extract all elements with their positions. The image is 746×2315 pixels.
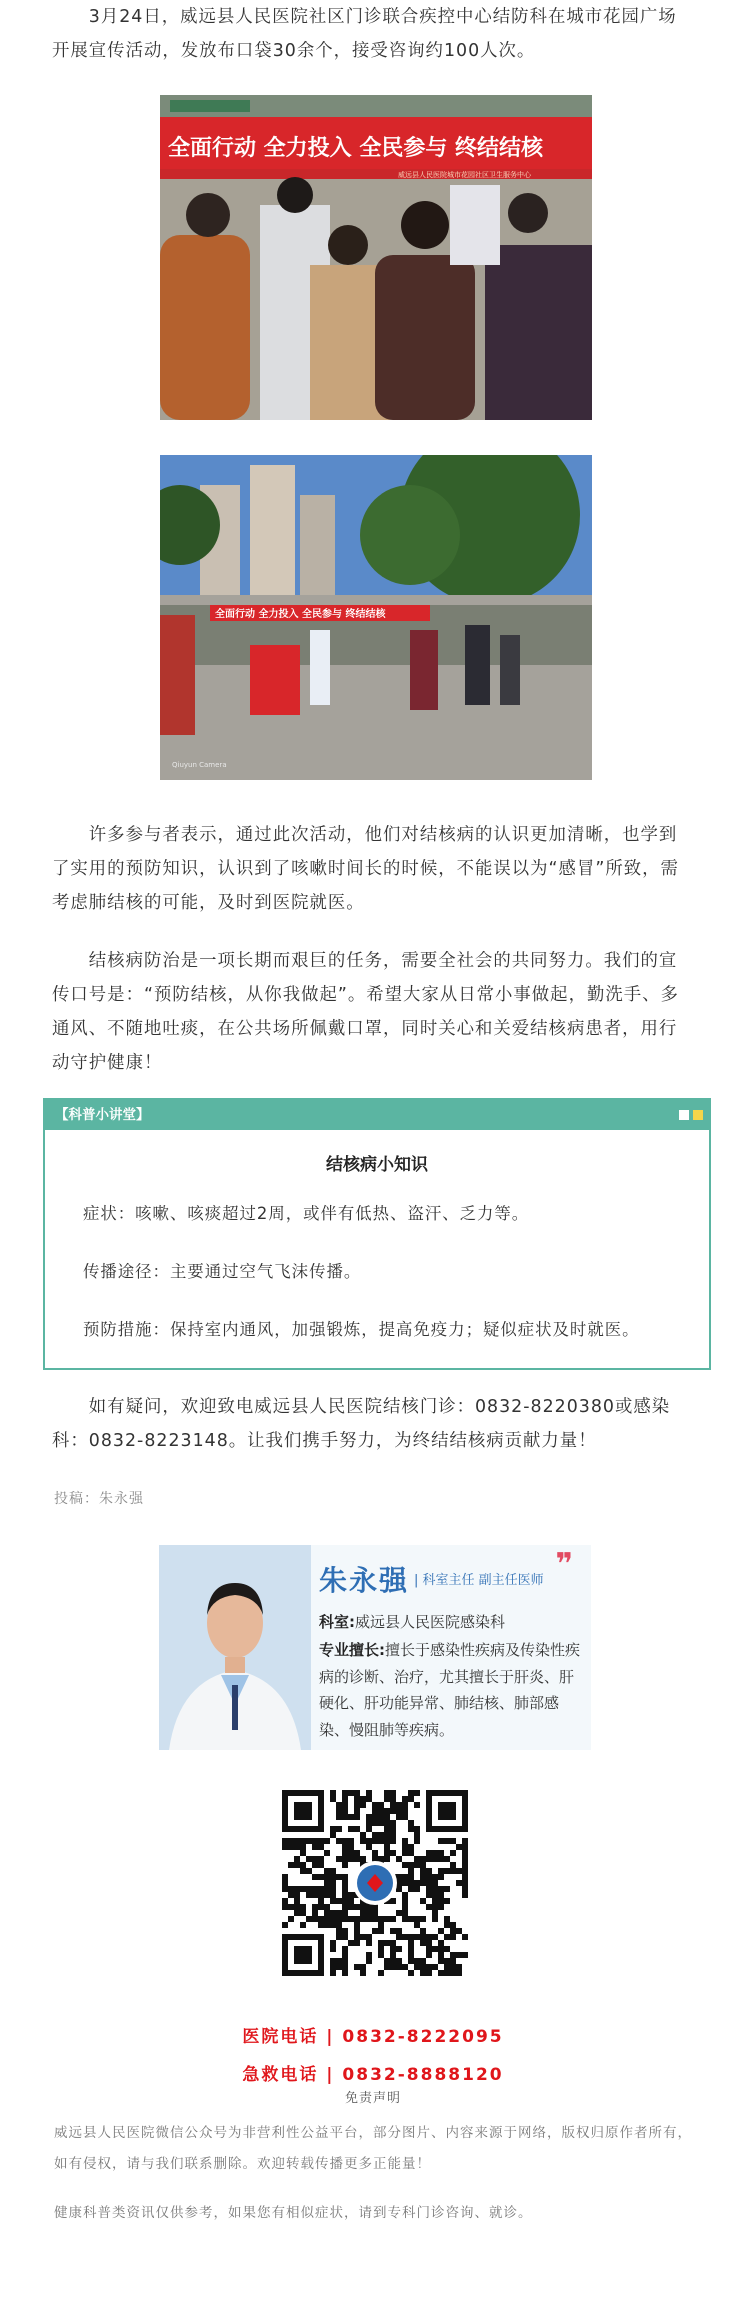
- slogan-paragraph: 结核病防治是一项长期而艰巨的任务，需要全社会的共同努力。我们的宣传口号是：“预防结核，从你我做起”。希望大家从日常小事做起，勤洗手、多通风、不随地吐痰，在公共场所佩戴口罩，同时关心和关爱结核病患者，用行动守护健康！: [52, 951, 679, 1073]
- doctor-card: [159, 1545, 591, 1750]
- square-icon-white: [679, 1110, 689, 1120]
- prevention-text: 预防措施：保持室内通风，加强锻炼，提高免疫力；疑似症状及时就医。: [83, 1320, 640, 1339]
- photo-watermark: Qiuyun Camera: [172, 761, 227, 769]
- credit-line: 投稿：朱永强: [54, 1491, 144, 1507]
- hospital-phone: 医院电话 | 0832-8222095: [242, 2027, 504, 2047]
- transmission-text: 传播途径：主要通过空气飞沫传播。: [83, 1262, 362, 1281]
- emergency-phone: 急救电话 | 0832-8888120: [242, 2065, 504, 2085]
- skill-value: 擅长于感染性疾病及传染性疾病的诊断、治疗，尤其擅长于肝炎、肝硬化、肝功能异常、肺结核、肺部感染、慢阻肺等疾病。: [319, 1641, 581, 1739]
- dept-value: 威远县人民医院感染科: [355, 1613, 506, 1631]
- feedback-paragraph: 许多参与者表示，通过此次活动，他们对结核病的认识更加清晰，也学到了实用的预防知识，认识到了咳嗽时间长的时候，不能误以为“感冒”所致，需考虑肺结核的可能，及时到医院就医。: [52, 825, 679, 913]
- event-photo-banner: [160, 95, 592, 420]
- knowledge-box: [43, 1098, 711, 1370]
- disclaimer-line-2: 健康科普类资讯仅供参考，如果您有相似症状，请到专科门诊咨询、就诊。: [54, 2205, 533, 2221]
- dept-label: 科室:: [319, 1613, 355, 1631]
- skill-label: 专业擅长:: [319, 1641, 385, 1659]
- knowledge-title: 结核病小知识: [326, 1155, 428, 1175]
- quote-mark-icon: ❞: [555, 1547, 573, 1582]
- intro-paragraph: 3月24日，威远县人民医院社区门诊联合疾控中心结防科在城市花园广场开展宣传活动，发放布口袋30余个，接受咨询约100人次。: [52, 7, 677, 61]
- banner-text-2: 全面行动 全力投入 全民参与 终结结核: [215, 609, 386, 620]
- square-icon-yellow: [693, 1110, 703, 1120]
- disclaimer-title: 免责声明: [344, 2091, 401, 2106]
- event-photo-plaza: [160, 455, 592, 780]
- doctor-photo: [159, 1545, 311, 1750]
- contact-paragraph: 如有疑问，欢迎致电威远县人民医院结核门诊：0832-8220380或感染科：0832-8223148。让我们携手努力，为终结结核病贡献力量！: [52, 1397, 671, 1451]
- symptom-text: 症状：咳嗽、咳痰超过2周，或伴有低热、盗汗、乏力等。: [83, 1204, 530, 1223]
- knowledge-tag: 【科普小讲堂】: [55, 1107, 150, 1123]
- doctor-skill: [319, 1637, 583, 1743]
- qr-code-icon[interactable]: [282, 1790, 468, 1976]
- disclaimer-line-1: 威远县人民医院微信公众号为非营利性公益平台，部分图片、内容来源于网络，版权归原作者所有，如有侵权，请与我们联系删除。欢迎转载传播更多正能量！: [54, 2125, 692, 2172]
- knowledge-box-header: [45, 1100, 709, 1130]
- doctor-name: 朱永强: [319, 1564, 410, 1597]
- banner-text-1: 全面行动 全力投入 全民参与 终结结核: [168, 136, 543, 161]
- doctor-role: | 科室主任 副主任医师: [414, 1573, 544, 1588]
- doctor-dept: [319, 1611, 505, 1632]
- banner-sub-text-1: 威远县人民医院城市花园社区卫生服务中心: [398, 171, 531, 179]
